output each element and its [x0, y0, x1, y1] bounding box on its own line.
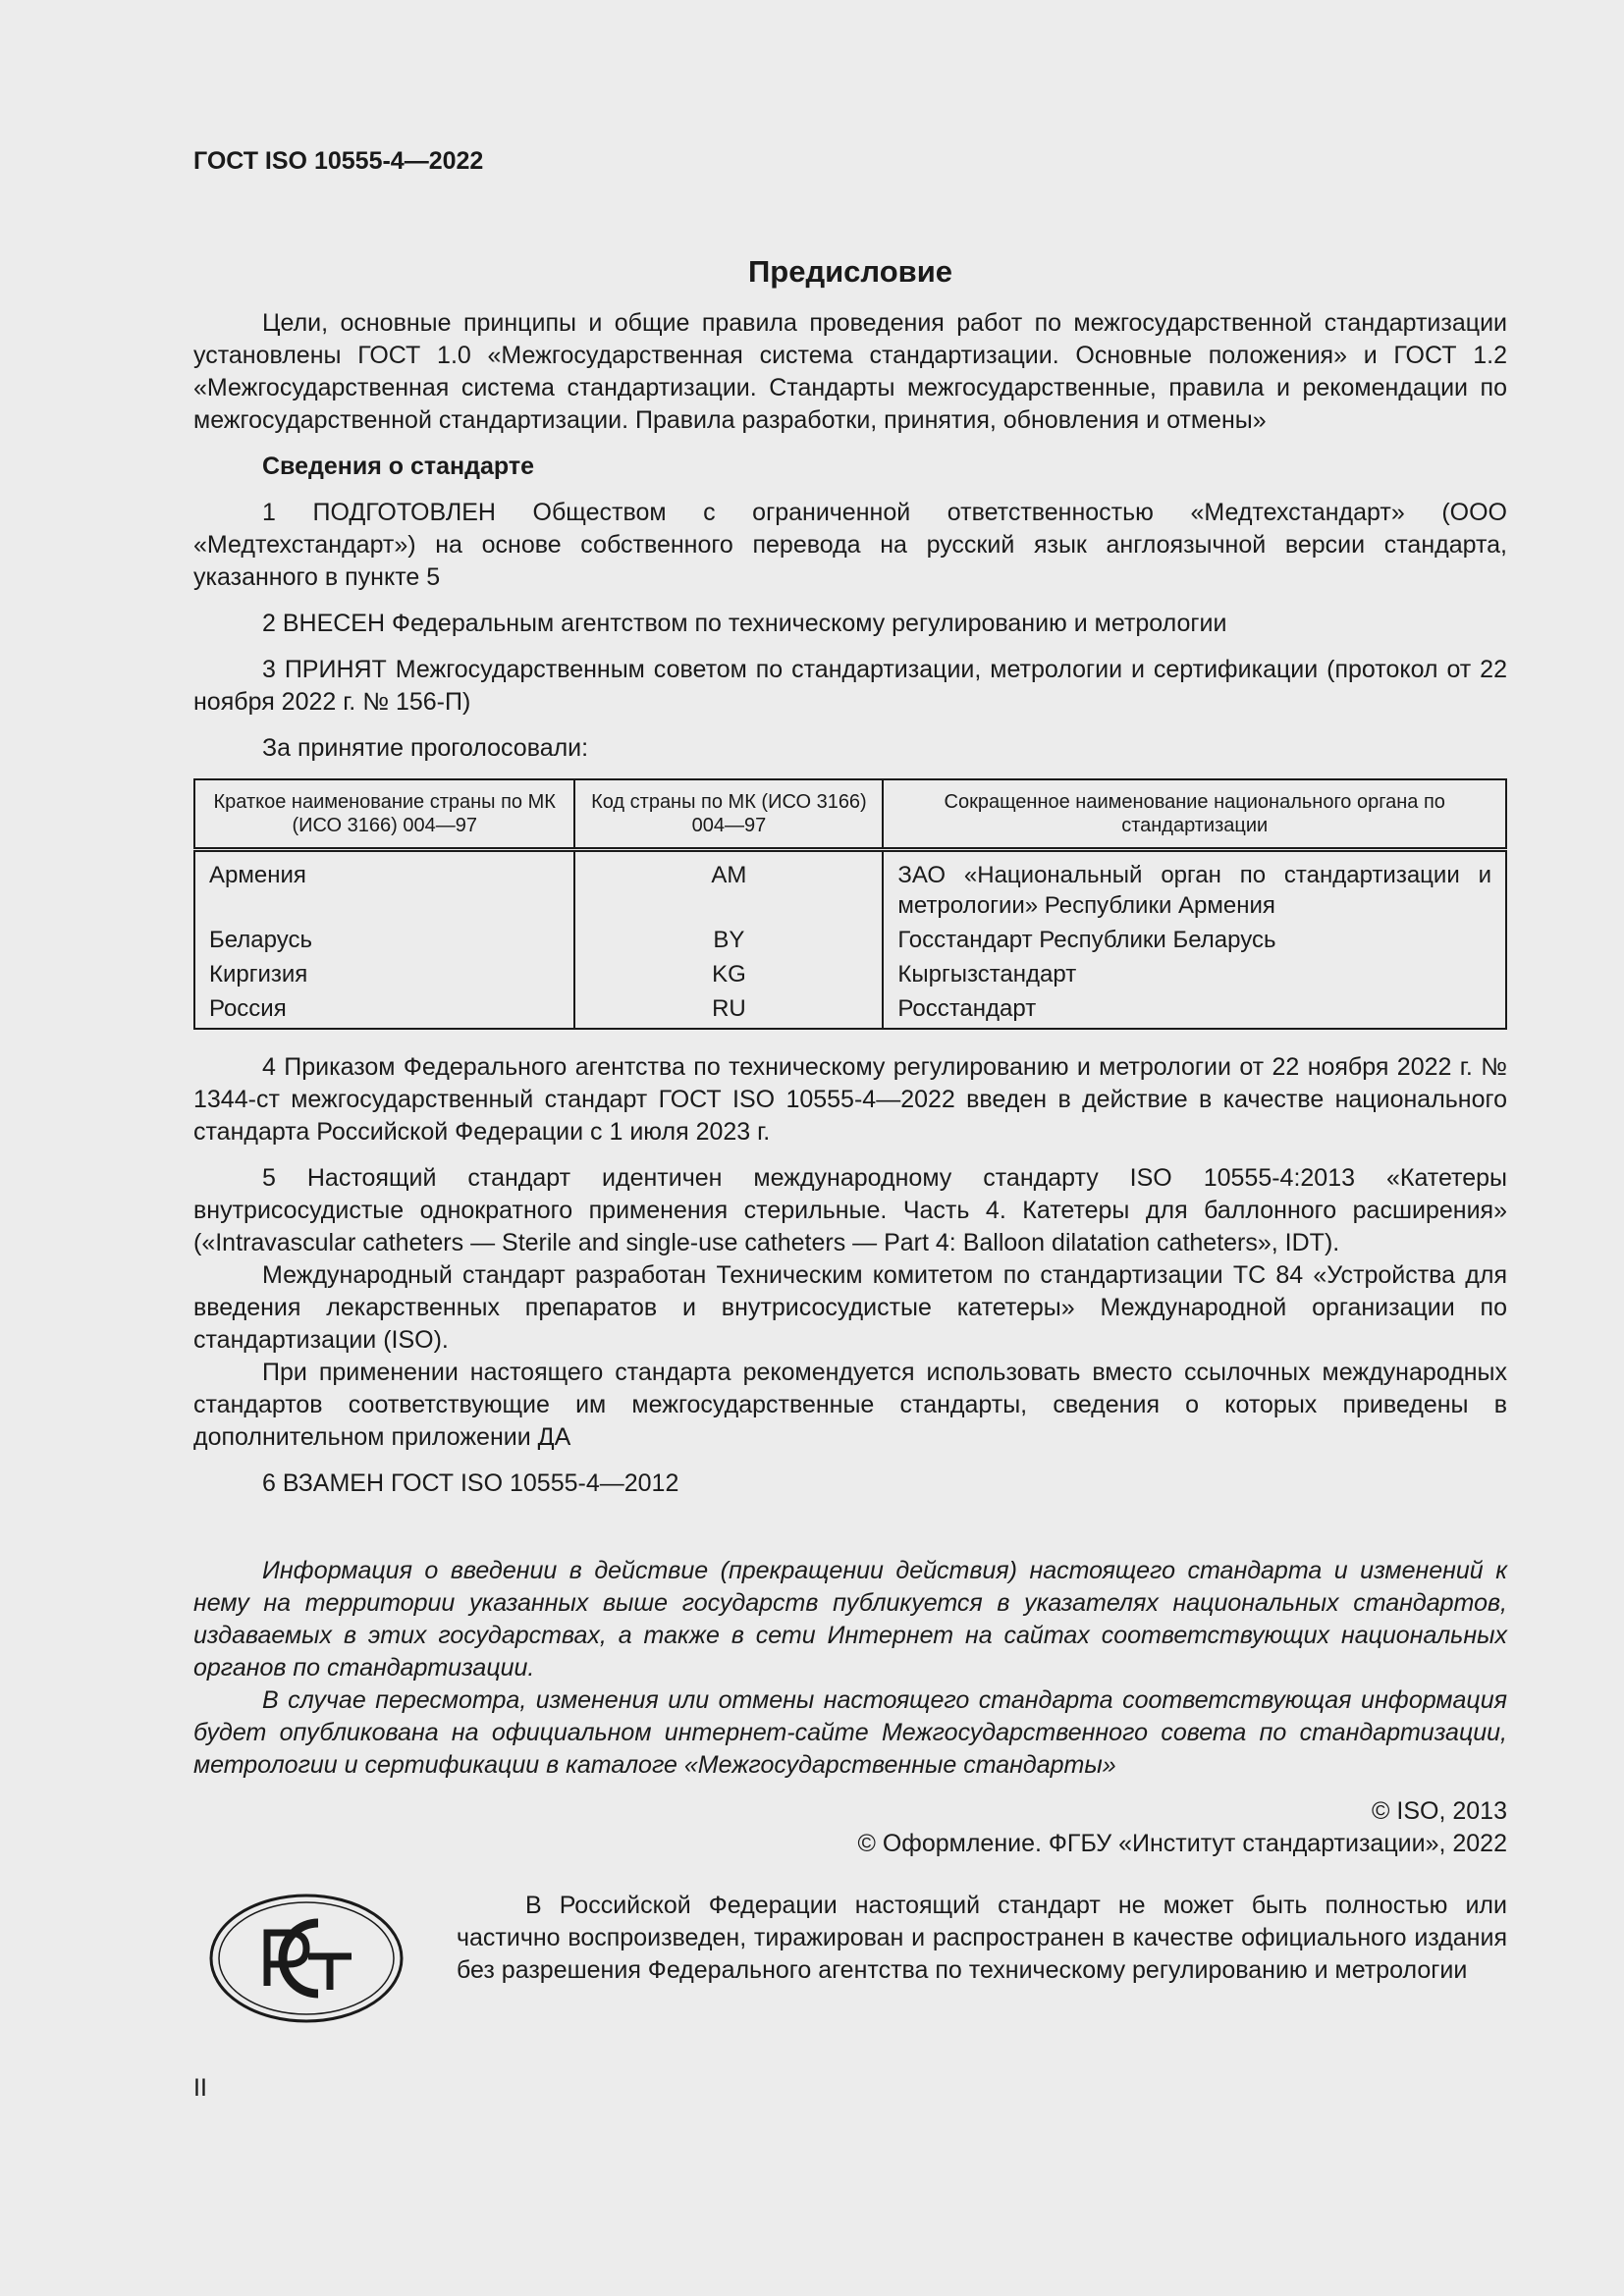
copyright-design: © Оформление. ФГБУ «Институт стандартизации», 2022: [857, 1830, 1507, 1857]
table-cell-code: AM: [574, 850, 883, 924]
reproduction-notice: В Российской Федерации настоящий стандарт не может быть полностью или частично воспроизведен, тиражирован и распространен в качестве официального издания без разрешения Федерального агентства по техническому регулированию и метрологии: [457, 1892, 1507, 1984]
table-row: [194, 991, 1506, 1029]
info-paragraph-1: Информация о введении в действие (прекращении действия) настоящего стандарта и изменений к нему на территории указанных выше государств публикуется в указателях национальных стандартов, издаваемых в этих государствах, а также в сети Интернет на сайтах соответствующих национальных органов по стандартизации.: [193, 1557, 1507, 1682]
table-cell-body: Росстандарт: [897, 995, 1037, 1022]
item-1: 1 ПОДГОТОВЛЕН Обществом с ограниченной ответственностью «Медтехстандарт» (ООО «Медтехстандарт») на основе собственного перевода на русский язык англоязычной версии стандарта, указанного в пункте 5: [193, 499, 1507, 591]
table-cell-country: Россия: [194, 991, 574, 1029]
page-number: II: [193, 2074, 207, 2102]
document-page: [193, 147, 1507, 2047]
table-cell-country: Киргизия: [194, 957, 574, 991]
item-6: 6 ВЗАМЕН ГОСТ ISO 10555-4—2012: [262, 1469, 679, 1497]
table-row: [194, 923, 1506, 957]
table-cell-country: Беларусь: [194, 923, 574, 957]
table-row: [194, 957, 1506, 991]
table-cell-code: KG: [574, 957, 883, 991]
item-5: 5 Настоящий стандарт идентичен международному стандарту ISO 10555-4:2013 «Катетеры внутрисосудистые однократного применения стерильные. Часть 4. Катетеры для баллонного расширения» («Intravascular catheters — Sterile and single-use catheters — Part 4: Balloon dilatation catheters», IDT).: [193, 1164, 1507, 1256]
item-2: 2 ВНЕСЕН Федеральным агентством по техническому регулированию и метрологии: [262, 610, 1227, 637]
table-cell-country: Армения: [194, 850, 574, 924]
page-title: Предисловие: [747, 254, 952, 289]
copyright-block: [193, 1795, 1507, 1860]
copyright-iso: © ISO, 2013: [1372, 1797, 1507, 1825]
item-3: 3 ПРИНЯТ Межгосударственным советом по стандартизации, метрологии и сертификации (протокол от 22 ноября 2022 г. № 156-П): [193, 656, 1507, 716]
voted-label: За принятие проголосовали:: [262, 734, 589, 762]
table-cell-code: BY: [574, 923, 883, 957]
notice-section: [193, 1890, 1507, 2047]
item-5-references: При применении настоящего стандарта рекомендуется использовать вместо ссылочных международных стандартов соответствующие им межгосударственные стандарты, сведения о которых приведены в дополнительном приложении ДА: [193, 1359, 1507, 1451]
table-cell-body: ЗАО «Национальный орган по стандартизации и метрологии» Республики Армения: [897, 862, 1491, 919]
rst-certification-mark-icon: [208, 1890, 405, 2027]
info-block: [193, 1555, 1507, 1782]
info-paragraph-2: В случае пересмотра, изменения или отмены настоящего стандарта соответствующая информация будет опубликована на официальном интернет-сайте Межгосударственного совета по стандартизации, метрологии и сертификации в каталоге «Межгосударственные стандарты»: [193, 1686, 1507, 1779]
document-header: ГОСТ ISO 10555-4—2022: [193, 147, 484, 175]
table-header-code: Код страны по МК (ИСО 3166) 004—97: [574, 779, 883, 850]
voting-table: [193, 778, 1507, 1030]
table-cell-body: Госстандарт Республики Беларусь: [897, 927, 1276, 953]
item-5-committee: Международный стандарт разработан Техническим комитетом по стандартизации ТС 84 «Устройства для введения лекарственных препаратов и внутрисосудистые катетеры» Международной организации по стандартизации (ISO).: [193, 1261, 1507, 1354]
table-row: [194, 850, 1506, 924]
intro-paragraph: Цели, основные принципы и общие правила проведения работ по межгосударственной стандартизации установлены ГОСТ 1.0 «Межгосударственная система стандартизации. Основные положения» и ГОСТ 1.2 «Межгосударственная система стандартизации. Стандарты межгосударственные, правила и рекомендации по межгосударственной стандартизации. Правила разработки, принятия, обновления и отмены»: [193, 309, 1507, 434]
table-cell-code: RU: [574, 991, 883, 1029]
table-cell-body: Кыргызстандарт: [897, 961, 1077, 988]
table-header-country: Краткое наименование страны по МК (ИСО 3166) 004—97: [194, 779, 574, 850]
notice-text-block: [457, 1890, 1507, 1987]
table-header-body: Сокращенное наименование национального органа по стандартизации: [883, 779, 1506, 850]
item-4: 4 Приказом Федерального агентства по техническому регулированию и метрологии от 22 ноября 2022 г. № 1344-ст межгосударственный стандарт ГОСТ ISO 10555-4—2022 введен в действие в качестве национального стандарта Российской Федерации с 1 июля 2023 г.: [193, 1053, 1507, 1146]
section-subheading: Сведения о стандарте: [262, 453, 535, 480]
